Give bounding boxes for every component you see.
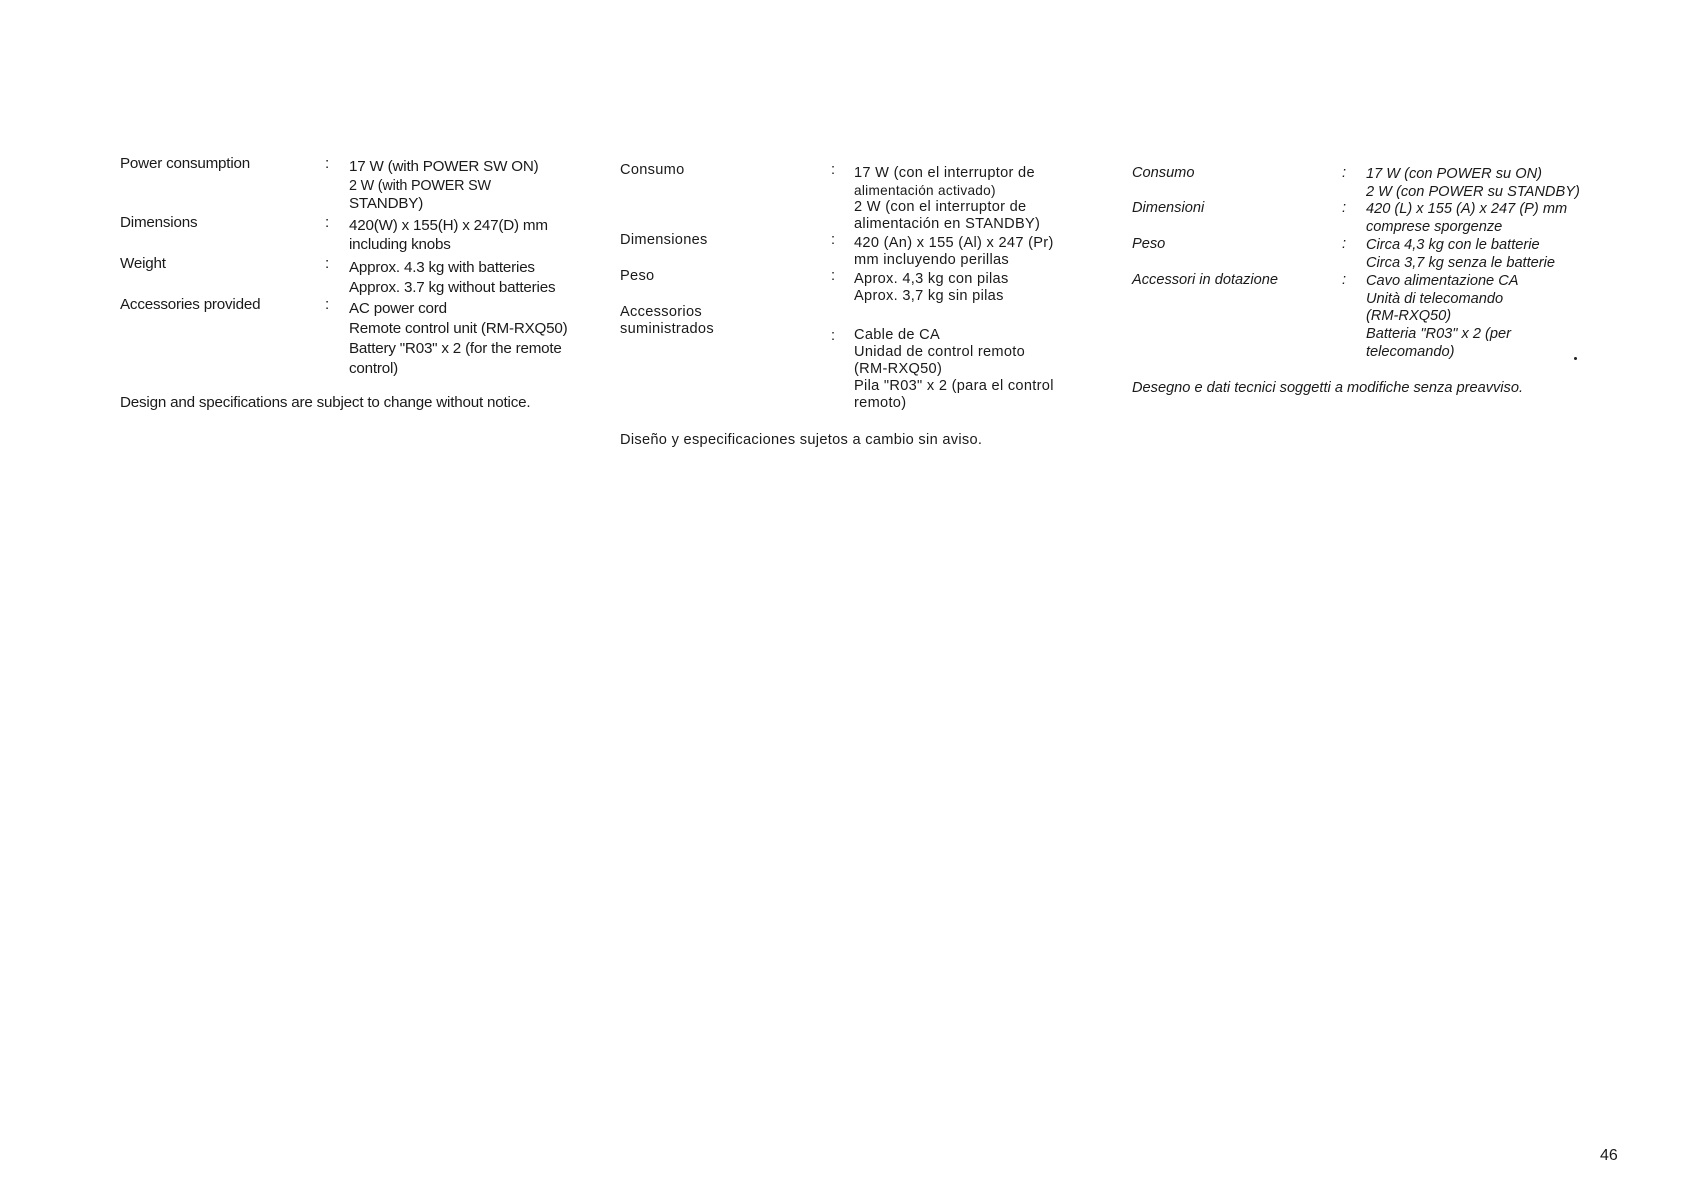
spec-separator: :	[831, 328, 836, 344]
spec-label: Peso	[620, 268, 655, 284]
spec-values	[1366, 237, 1555, 272]
spec-value-line: Unidad de control remoto	[854, 344, 1026, 360]
spec-values	[349, 299, 568, 379]
spec-value-line: remoto)	[854, 395, 907, 411]
spec-value-line: Circa 4,3 kg con le batterie	[1366, 237, 1540, 253]
spec-value-line: mm incluyendo perillas	[854, 252, 1010, 268]
spec-value-line: (RM-RXQ50)	[854, 361, 943, 377]
spec-value-line: Approx. 3.7 kg without batteries	[349, 279, 556, 296]
spec-value-line: 420 (L) x 155 (A) x 247 (P) mm	[1366, 201, 1568, 217]
spec-value-line: including knobs	[349, 235, 451, 253]
spec-value-line: (RM-RXQ50)	[1366, 308, 1452, 325]
spec-separator: :	[831, 162, 836, 178]
spec-label-line: Accessorios	[620, 304, 702, 320]
spec-separator: :	[325, 155, 330, 172]
spec-values	[1366, 201, 1567, 236]
spec-values	[349, 258, 555, 298]
page-number: 46	[1600, 1147, 1618, 1164]
spec-label: Dimensioni	[1132, 200, 1205, 216]
spec-separator: :	[1342, 165, 1347, 181]
spec-value-line: Remote control unit (RM-RXQ50)	[349, 320, 568, 337]
spec-value-line: telecomando)	[1366, 343, 1455, 360]
spec-value-line: comprese sporgenze	[1366, 218, 1503, 235]
spec-values	[854, 165, 1040, 233]
disclaimer-note: Diseño y especificaciones sujetos a cambio sin aviso.	[620, 432, 983, 448]
spec-value-line: AC power cord	[349, 300, 447, 317]
spec-value-line: Circa 3,7 kg senza le batterie	[1366, 254, 1556, 271]
spec-separator: :	[831, 232, 836, 248]
spec-separator: :	[1342, 200, 1347, 216]
spec-value-line: STANDBY)	[349, 195, 424, 212]
spec-separator: :	[831, 268, 836, 284]
spec-value-line: 2 W (with POWER SW	[349, 177, 491, 194]
spec-values	[1366, 273, 1519, 362]
spec-value-line: Unità di telecomando	[1366, 290, 1504, 307]
disclaimer-note: Desegno e dati tecnici soggetti a modifiche senza preavviso.	[1132, 380, 1524, 396]
spec-values	[1366, 166, 1580, 201]
spec-value-line: 17 W (con POWER su ON)	[1366, 166, 1542, 182]
spec-label: Consumo	[1132, 165, 1195, 181]
spec-label-line: suministrados	[620, 321, 714, 337]
spec-value-line: 17 W (with POWER SW ON)	[349, 158, 539, 175]
spec-values	[349, 158, 538, 214]
spec-separator: :	[325, 214, 330, 231]
spec-values	[854, 327, 1054, 412]
spec-value-line: Battery "R03" x 2 (for the remote	[349, 340, 562, 357]
spec-separator: :	[1342, 272, 1347, 288]
spec-label: Accessori in dotazione	[1132, 272, 1279, 288]
spec-label: Dimensions	[120, 214, 198, 231]
spec-values	[854, 235, 1054, 269]
spec-value-line: 17 W (con el interruptor de	[854, 165, 1035, 181]
spec-value-line: 2 W (con POWER su STANDBY)	[1366, 183, 1580, 200]
spec-value-line: alimentación activado)	[854, 183, 996, 198]
spec-separator: :	[1342, 236, 1347, 252]
spec-label: Peso	[1132, 236, 1166, 252]
spec-values	[349, 217, 548, 254]
spec-value-line: Cable de CA	[854, 327, 941, 343]
spec-separator: :	[325, 296, 330, 313]
spec-values	[854, 271, 1009, 305]
spec-value-line: alimentación en STANDBY)	[854, 216, 1041, 232]
spec-value-line: Batteria "R03" x 2 (per	[1366, 326, 1512, 343]
disclaimer-note: Design and specifications are subject to change without notice.	[120, 394, 531, 411]
spec-label: Dimensiones	[620, 232, 708, 248]
spec-label: Power consumption	[120, 155, 250, 172]
margin-dot	[1574, 357, 1577, 360]
spec-value-line: Approx. 4.3 kg with batteries	[349, 259, 535, 276]
spec-label: Accessories provided	[120, 296, 261, 313]
spec-value-line: Cavo alimentazione CA	[1366, 273, 1519, 289]
spec-value-line: 420 (An) x 155 (Al) x 247 (Pr)	[854, 235, 1054, 251]
spec-value-line: Aprox. 3,7 kg sin pilas	[854, 288, 1004, 304]
spec-label: Weight	[120, 255, 166, 272]
spec-separator: :	[325, 255, 330, 272]
spec-value-line: 2 W (con el interruptor de	[854, 199, 1027, 215]
spec-value-line: Aprox. 4,3 kg con pilas	[854, 271, 1009, 287]
spec-label: Consumo	[620, 162, 685, 178]
spec-value-line: control)	[349, 360, 399, 377]
spec-value-line: 420(W) x 155(H) x 247(D) mm	[349, 217, 548, 234]
spec-label	[620, 304, 714, 338]
spec-value-line: Pila "R03" x 2 (para el control	[854, 378, 1054, 394]
